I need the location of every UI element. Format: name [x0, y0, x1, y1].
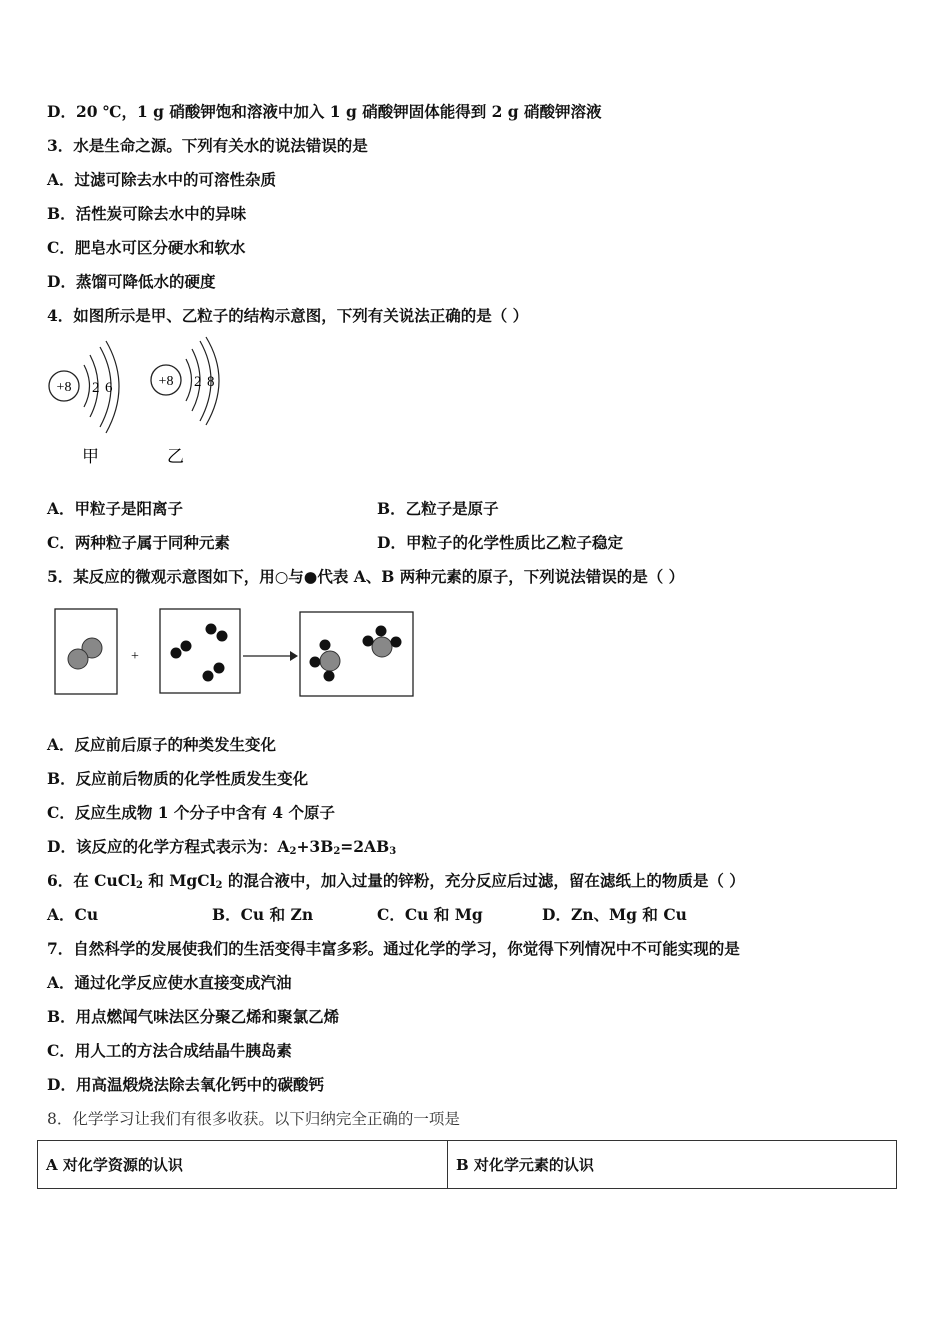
plus-sign: + [131, 649, 139, 664]
atom-b [324, 671, 335, 682]
q6-stem [47, 871, 745, 896]
q5-option-a: A．反应前后原子的种类发生变化 [47, 735, 277, 754]
atom-b [203, 671, 214, 682]
q8-header-a: A 对化学资源的认识 [38, 1141, 448, 1189]
atom-b [214, 663, 225, 674]
q3-stem: 3．水是生命之源。下列有关水的说法错误的是 [47, 136, 368, 155]
q2-option-d: D．20 ℃，1 g 硝酸钾饱和溶液中加入 1 g 硝酸钾固体能得到 2 g 硝酸钾溶液 [47, 102, 602, 121]
atom-a [372, 637, 392, 657]
q7-option-c: C．用人工的方法合成结晶牛胰岛素 [47, 1041, 292, 1060]
q5-option-c: C．反应生成物 1 个分子中含有 4 个原子 [47, 803, 335, 822]
label-jia: 甲 [82, 447, 99, 467]
atom-b [171, 648, 182, 659]
product-box-ab3 [300, 612, 413, 696]
atom-b [320, 640, 331, 651]
q6-option-b: B．Cu 和 Zn [212, 905, 314, 924]
atom-b [206, 624, 217, 635]
atom-b [363, 636, 374, 647]
q4-option-a: A．甲粒子是阳离子 [47, 499, 184, 518]
atom-b [217, 631, 228, 642]
atomic-structure-diagram [40, 335, 240, 475]
q7-option-b: B．用点燃闻气味法区分聚乙烯和聚氯乙烯 [47, 1007, 340, 1026]
eq-sub: 2 [289, 846, 297, 857]
q6-option-c: C．Cu 和 Mg [377, 905, 483, 924]
q5-option-b: B．反应前后物质的化学性质发生变化 [47, 769, 309, 788]
reaction-micro-diagram [50, 605, 420, 700]
particle-jia-structure [49, 341, 119, 433]
reaction-arrow-head [290, 651, 298, 661]
q6-stem-part: 和 MgCl [142, 871, 216, 890]
q5-stem: 5．某反应的微观示意图如下，用○与●代表 A、B 两种元素的原子，下列说法错误的是（ ） [47, 567, 685, 586]
q7-stem: 7．自然科学的发展使我们的生活变得丰富多彩。通过化学的学习，你觉得下列情况中不可能实现的是 [47, 939, 740, 958]
atom-b [391, 637, 402, 648]
atom-b [310, 657, 321, 668]
eq-sub: 3 [389, 846, 397, 857]
q4-option-d: D．甲粒子的化学性质比乙粒子稳定 [377, 533, 623, 552]
q4-stem: 4．如图所示是甲、乙粒子的结构示意图，下列有关说法正确的是（ ） [47, 306, 529, 325]
jia-shell1-electrons: 2 [92, 380, 100, 396]
q7-option-d: D．用高温煅烧法除去氧化钙中的碳酸钙 [47, 1075, 324, 1094]
q6-stem-part: 6．在 CuCl [47, 871, 137, 890]
atom-b [181, 641, 192, 652]
q3-option-d: D．蒸馏可降低水的硬度 [47, 272, 216, 291]
q3-option-b: B．活性炭可除去水中的异味 [47, 204, 247, 223]
yi-nucleus-charge: +8 [158, 374, 174, 389]
jia-nucleus-charge: +8 [56, 380, 72, 395]
q8-header-b: B 对化学元素的认识 [448, 1141, 897, 1189]
q6-sub: 2 [215, 880, 223, 891]
q4-option-c: C．两种粒子属于同种元素 [47, 533, 230, 552]
q6-stem-part: 的混合液中，加入过量的锌粉，充分反应后过滤，留在滤纸上的物质是（ ） [222, 871, 745, 890]
atom-a [68, 649, 88, 669]
q5-option-d [47, 837, 396, 862]
q8-table [37, 1140, 897, 1189]
eq-sub: 2 [333, 846, 341, 857]
yi-shell2-electrons: 8 [207, 374, 215, 390]
eq-part: =2AB [340, 837, 390, 856]
atom-b [376, 626, 387, 637]
table-row [38, 1141, 897, 1189]
label-yi: 乙 [167, 447, 184, 467]
eq-part: +3B [296, 837, 334, 856]
q8-stem: 8．化学学习让我们有很多收获。以下归纳完全正确的一项是 [47, 1110, 460, 1128]
q3-option-c: C．肥皂水可区分硬水和软水 [47, 238, 246, 257]
q6-option-a: A．Cu [47, 905, 99, 924]
jia-shell2-electrons: 6 [105, 380, 113, 396]
q6-option-d: D．Zn、Mg 和 Cu [542, 905, 687, 924]
yi-shell1-electrons: 2 [194, 374, 202, 390]
q4-option-b: B．乙粒子是原子 [377, 499, 499, 518]
q3-option-a: A．过滤可除去水中的可溶性杂质 [47, 170, 277, 189]
q7-option-a: A．通过化学反应使水直接变成汽油 [47, 973, 292, 992]
q6-sub: 2 [136, 880, 143, 891]
atom-a [320, 651, 340, 671]
q5-option-d-prefix: D．该反应的化学方程式表示为：A [47, 837, 290, 856]
particle-yi-structure [151, 337, 219, 425]
